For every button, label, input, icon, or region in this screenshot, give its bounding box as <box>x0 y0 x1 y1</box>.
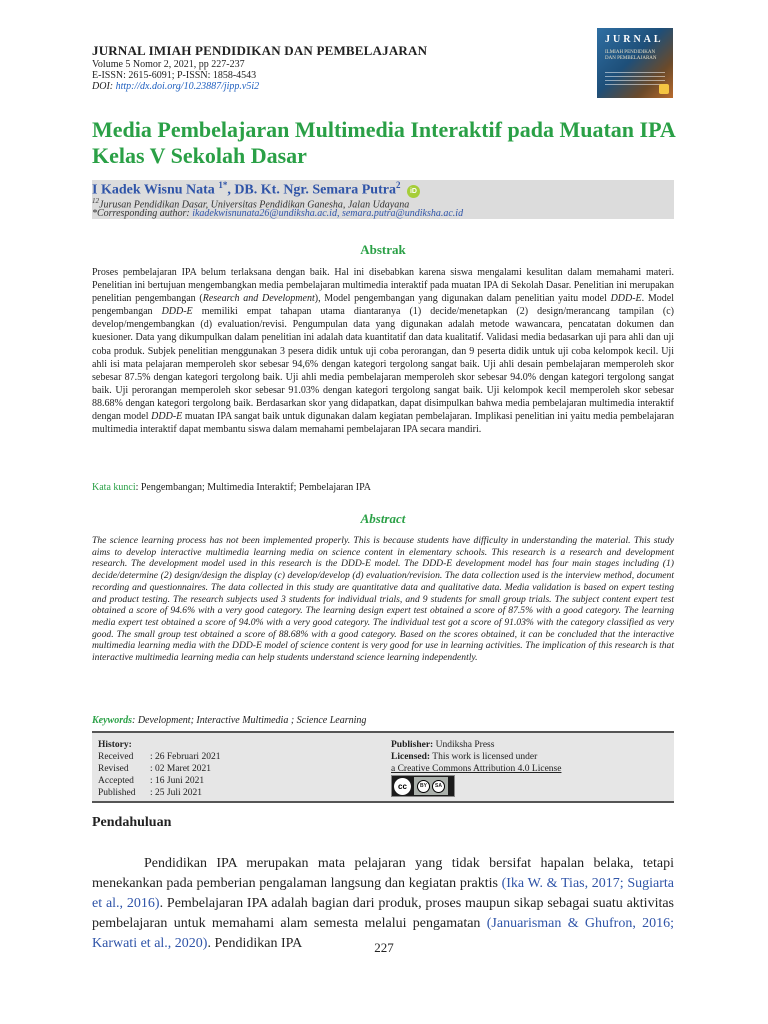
history-key: Received <box>98 752 134 762</box>
cc-by-sa-license-icon[interactable] <box>391 775 455 797</box>
doi-link[interactable]: http://dx.doi.org/10.23887/jipp.v5i2 <box>115 81 260 92</box>
abstrak-part: Proses pembelajaran IPA belum terlaksana dengan baik. Hal ini disebabkan karena siswa mengalami kesulitan dalam memahami materi. Penelitian ini bertujuan mengembangkan media pembelajaran multimedia interaktif pada muatan IPA di Sekolah Dasar. Penelitian ini merupakan penelitian pengembangan ( <box>92 267 674 305</box>
abstrak-emphasis: Research and Development <box>202 293 315 305</box>
issn-info: E-ISSN: 2615-6091; P-ISSN: 1858-4543 <box>92 70 257 81</box>
abstrak-emphasis: DDD-E <box>610 293 642 305</box>
cover-badge-icon <box>659 84 669 94</box>
intro-text: . Pembelajaran IPA adalah bagian dari produk, proses maupun sikap sebagai suatu aktivitas pembelajaran untuk memahami alam semesta melalui pengamatan <box>92 896 675 931</box>
citation-link[interactable]: (Januarisman & Ghufron, 2016; Karwati et al., 2020) <box>92 916 675 951</box>
history-row <box>98 751 220 763</box>
affiliation-sup: 12 <box>92 197 99 205</box>
author-list <box>92 180 420 199</box>
keywords-values: : Development; Interactive Multimedia ; Science Learning <box>132 715 367 726</box>
doi-info <box>92 81 259 92</box>
author-2-sup: 2 <box>395 180 401 190</box>
author-band <box>92 180 674 219</box>
publisher-info <box>391 739 561 775</box>
history-key: Revised <box>98 764 129 774</box>
journal-name: JURNAL IMIAH PENDIDIKAN DAN PEMBELAJARAN <box>92 43 428 58</box>
journal-cover-image <box>597 28 673 98</box>
abstract-body: The science learning process has not been implemented properly. This is because students have difficulty in understanding the material. This study aims to develop interactive multimedia learning media on science content in elementary schools. This research is a research and development research. The development model used in this research is the DDD-E model. The DDD-E development model has four main stages including (1) decide/determine (2) design/design the display (c) develop/develop (d) evaluation/revision. The data collection used is the interview method, document recording and questionnaires. The data collected in this study are quantitative data and qualitative data. Media validation is based on expert testing and product testing. The research subjects used 3 students for individual trials, and 9 students for small group trials. The subject content expert test obtained a score of 94.6% with a very good category. The learning design expert test obtained a score of 87.5% with a good category. The learning media expert test obtained a score of 94.0% with a very good category. The individual test got a score of 91.03% with the category classified as very good. The small group test obtained a score of 88.68% with a good category. Based on the scores obtained, it can be concluded that the interactive multimedia learning media with the DDD-E model of science content is very good for use in learning activities. The implication of this research is that interactive multimedia learning media can help students understand science learning independently. <box>92 535 674 664</box>
history-row <box>98 775 220 787</box>
publisher-label: Publisher: <box>391 740 434 750</box>
author-2: , DB. Kt. Ngr. Semara Putra <box>227 182 396 198</box>
keywords-label: Keywords <box>92 715 132 726</box>
section-heading-pendahuluan: Pendahuluan <box>92 815 172 830</box>
volume-info: Volume 5 Nomor 2, 2021, pp 227-237 <box>92 59 245 70</box>
abstrak-body <box>92 266 674 436</box>
history-value: : 25 Juli 2021 <box>150 788 202 798</box>
cc-icon: cc <box>394 778 411 795</box>
cover-subtitle: ILMIAH PENDIDIKAN DAN PEMBELAJARAN <box>605 50 657 61</box>
abstrak-part: . Model pengembangan <box>92 293 674 318</box>
article-title: Media Pembelajaran Multimedia Interaktif pada Muatan IPA Kelas V Sekolah Dasar <box>92 117 675 168</box>
by-icon: BY <box>417 780 430 793</box>
licensed-text: This work is licensed under <box>430 752 538 762</box>
intro-text: . Pendidikan IPA <box>207 936 303 951</box>
intro-paragraph <box>92 854 674 954</box>
history-value: : 16 Juni 2021 <box>150 776 205 786</box>
affiliation-text: Jurusan Pendidikan Dasar, Universitas Pendidikan Ganesha, Jalan Udayana <box>99 199 410 211</box>
history-label: History: <box>98 740 132 750</box>
abstract-heading: Abstract <box>360 511 406 526</box>
page-number: 227 <box>374 940 394 955</box>
abstrak-emphasis: DDD-E <box>151 411 183 423</box>
keywords <box>92 715 366 726</box>
corresponding-author <box>92 208 463 219</box>
cover-title: JURNAL <box>605 34 664 45</box>
doi-label: DOI: <box>92 81 116 92</box>
abstrak-part: memiliki empat tahapan utama diantaranya (1) decide/menetapkan (2) design/merancang tampilan (c) develop/mengembangkan (d) evaluation/revisi. Pengumpulan data yang digunakan adalah metode wawancara, pencatatan dokumen dan kuesioner. Data yang dikumpulkan dalam penelitian ini adalah data kuantitatif dan data kualitatif. Validasi media bedasarkan uji para ahli dan uji coba produk. Subjek penelitian menggunakan 3 pesera didik untuk uji coba perorangan, dan 9 peserta didik untuk uji coba kelompok kecil. Uji ahli isi mata pelajaran memperoleh skor sebesar 94,6% dengan kategori tergolong sangat baik. Uji ahli desain pembelajaran memperoleh skor sebesar 87.5% dengan kategori tergolong baik. Uji ahli media pembelajaran memperoleh skor sebesar 94.0% dengan kategori tergolong sangat baik. Uji perorangan memperoleh skor sebesar 91.03% dengan kategori tergolong sangat baik. Uji kelompok kecil memperoleh skor sebesar 88.68% dengan kategori tergolong baik. Berdasarkan skor yang didapatkan, dapat disimpulkan bahwa media pembelajaran multimedia interaktif dengan model <box>92 306 674 423</box>
cc-attributes <box>414 777 448 795</box>
history-dates <box>98 739 220 799</box>
cover-decoration <box>605 72 665 88</box>
author-1: I Kadek Wisnu Nata <box>92 182 219 198</box>
licensed-line <box>391 751 561 763</box>
history-key: Published <box>98 788 136 798</box>
intro-text: Pendidikan IPA merupakan mata pelajaran yang tidak bersifat hapalan belaka, tetapi menekankan pada pemberian pengalaman langsung dan kegiatan praktis <box>92 856 674 891</box>
citation-link[interactable]: (Ika W. & Tias, 2017; Sugiarta et al., 2016) <box>92 876 674 911</box>
history-value: : 26 Februari 2021 <box>150 752 221 762</box>
kata-kunci-label: Kata kunci <box>92 482 136 493</box>
abstrak-emphasis: DDD-E <box>161 306 193 318</box>
abstrak-heading: Abstrak <box>360 242 406 257</box>
abstrak-part: ), Model pengembangan yang digunakan dalam penelitian yaitu model <box>314 293 611 305</box>
sa-icon: SA <box>432 780 445 793</box>
journal-meta <box>92 59 259 92</box>
abstrak-part: muatan IPA sangat baik untuk digunakan dalam kegiatan pembelajaran. Implikasi penelitian ini yaitu media pembelajaran multimedia interaktif dapat membantu siswa dalam memahami pembelajaran IPA secara mandiri. <box>92 411 674 436</box>
licensed-label: Licensed: <box>391 752 431 762</box>
history-row <box>98 787 220 799</box>
kata-kunci-values: : Pengembangan; Multimedia Interaktif; Pembelajaran IPA <box>135 482 371 493</box>
kata-kunci <box>92 482 371 493</box>
history-row <box>98 763 220 775</box>
corresponding-label: *Corresponding author: <box>92 208 193 219</box>
history-box <box>92 731 674 803</box>
author-1-sup: 1* <box>218 180 228 190</box>
license-link[interactable]: a Creative Commons Attribution 4.0 License <box>391 764 562 774</box>
history-key: Accepted <box>98 776 134 786</box>
publisher-name: Undiksha Press <box>433 740 495 750</box>
corresponding-emails[interactable]: ikadekwisnunata26@undiksha.ac.id, semara.putra@undiksha.ac.id <box>192 208 464 219</box>
orcid-icon[interactable]: iD <box>407 185 420 198</box>
publisher-line <box>391 739 561 751</box>
history-value: : 02 Maret 2021 <box>150 764 211 774</box>
